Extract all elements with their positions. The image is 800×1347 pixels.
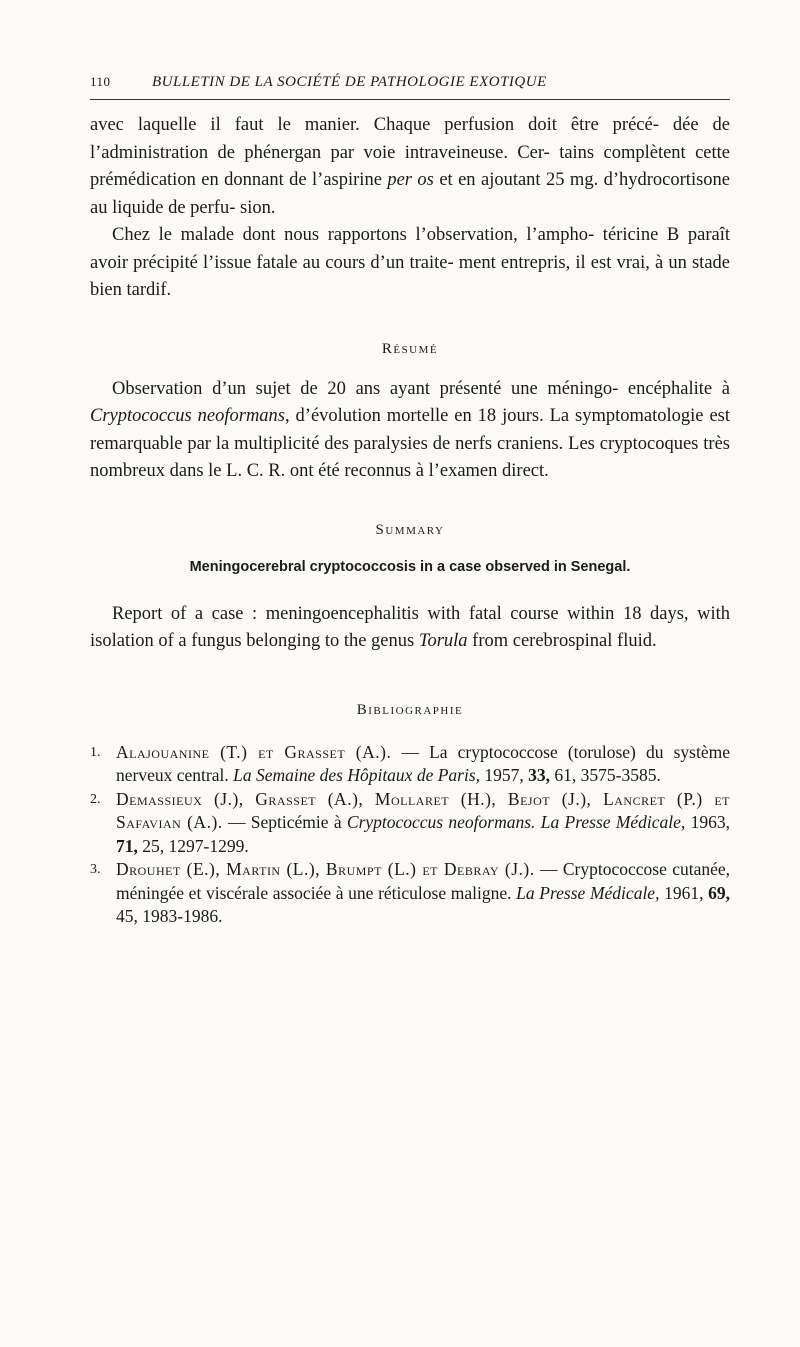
bib-journal: La Presse Médicale,: [516, 882, 660, 903]
bib-pages: 61, 3575-3585.: [550, 765, 661, 785]
bib-authors: Alajouanine (T.) et Grasset (A.).: [116, 741, 392, 762]
bib-pages: 25, 1297-1299.: [137, 835, 249, 856]
bib-year: 1961,: [659, 882, 709, 903]
bib-number: 1.: [90, 744, 101, 760]
summary-paragraph: [90, 601, 730, 656]
intro-p1-text-a: avec laquelle il faut le manier. Chaque perfusion doit être précé- dée de l’administration de phénergan par voie intraveineuse. Cer- tains complètent cette prémédication en donnant de l’aspirine: [90, 115, 730, 190]
bib-volume: 69,: [708, 882, 731, 903]
resume-text-a: Observation d’un sujet de 20 ans ayant présenté une méningo- encéphalite à: [112, 378, 730, 399]
bib-text: — La cryptococcose (torulose) du système nerveux central.: [116, 741, 730, 785]
intro-p1-italic: per os: [387, 170, 434, 190]
running-title: BULLETIN DE LA SOCIÉTÉ DE PATHOLOGIE EXOTIQUE: [152, 74, 547, 90]
bib-journal: Cryptococcus neoformans. La Presse Médicale,: [346, 812, 686, 832]
bib-entry: [116, 741, 730, 788]
bib-entry: [116, 788, 730, 859]
bib-journal: La Semaine des Hôpitaux de Paris,: [233, 765, 481, 785]
bib-text: — Septicémie à: [222, 812, 347, 832]
bib-number: 3.: [90, 862, 101, 877]
bib-volume: 33,: [528, 765, 551, 785]
bib-authors: Demassieux (J.), Grasset (A.), Mollaret (H.), Bejot (J.), Lancret (P.) et Safavian (A.).: [116, 788, 730, 832]
bib-number: 2.: [90, 791, 101, 807]
summary-text-b: from cerebrospinal fluid.: [467, 631, 657, 651]
bib-entry: [116, 858, 730, 929]
bibliography-title: Bibliographie: [356, 701, 464, 718]
intro-paragraph-2: Chez le malade dont nous rapportons l’observation, l’ampho- téricine B paraît avoir précipité l’issue fatale au cours d’un traite- ment entrepris, il est vrai, à un stade bien tardif.: [90, 225, 730, 300]
page: [90, 74, 730, 929]
bibliography-list: [90, 741, 730, 929]
resume-paragraph: [90, 376, 730, 486]
bib-year: 1963,: [685, 812, 730, 832]
intro-paragraph-1: [90, 112, 730, 222]
bibliography-item: [90, 788, 730, 859]
intro-p1-text-b: et en ajoutant 25 mg. d’hydrocortisone au liquide de perfu- sion.: [90, 170, 730, 218]
summary-title: Summary: [375, 521, 445, 538]
resume-text-b: , d’évolution mortelle en 18 jours. La symptomatologie est remarquable par la multiplicité des paralysies de nerfs craniens. Les cryptocoques très nombreux dans le L. C. R. ont été reconnus à l’examen direct.: [90, 406, 730, 481]
resume-italic: Cryptococcus neoformans: [90, 406, 285, 426]
bib-text: — Cryptococcose cutanée, méningée et viscérale associée à une réticulose maligne.: [116, 859, 730, 903]
bib-authors: Drouhet (E.), Martin (L.), Brumpt (L.) et Debray (J.).: [116, 859, 535, 879]
running-header: [90, 74, 730, 100]
bibliography-item: [90, 858, 730, 929]
bib-volume: 71,: [116, 835, 138, 856]
resume-title: Résumé: [381, 340, 439, 357]
page-number: 110: [90, 74, 111, 89]
summary-subtitle: Meningocerebral cryptococcosis in a case observed in Senegal.: [189, 558, 631, 575]
bib-year: 1957,: [480, 765, 529, 785]
bib-pages: 45, 1983-1986.: [116, 906, 223, 926]
summary-text-a: Report of a case : meningoencephalitis with fatal course within 18 days, with isolation of a fungus belonging to the genus: [90, 603, 730, 651]
bibliography-item: [90, 741, 730, 788]
summary-italic: Torula: [418, 631, 468, 651]
